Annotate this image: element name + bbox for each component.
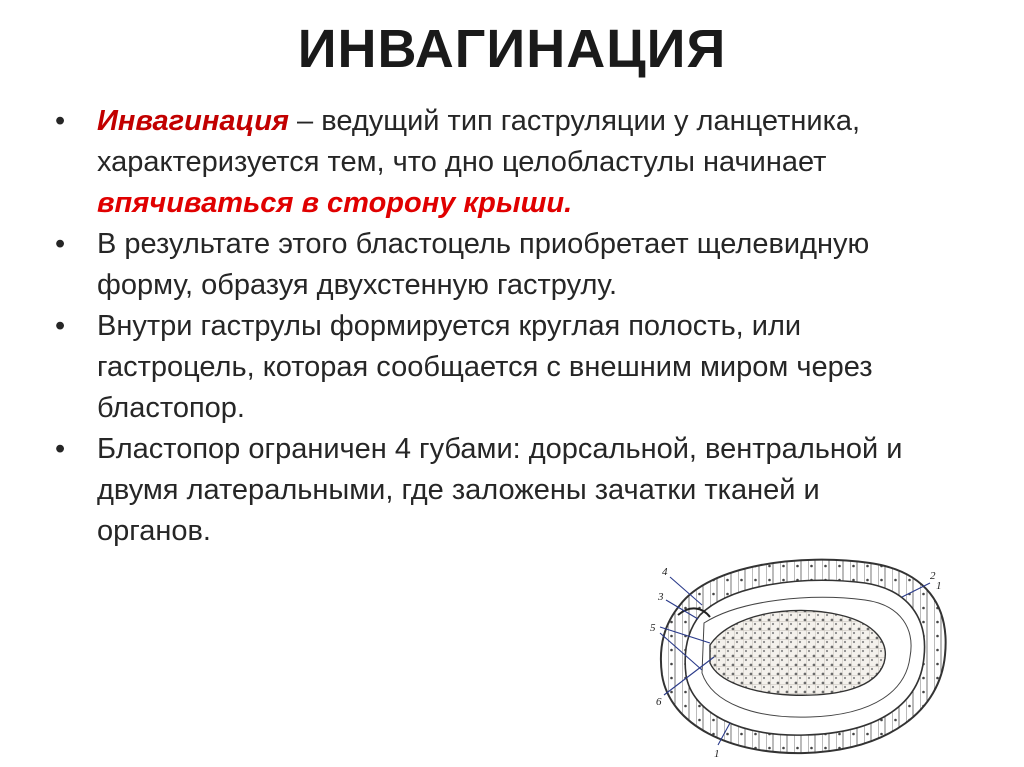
label-1: 1 <box>936 580 942 592</box>
bullet-marker: • <box>55 105 66 137</box>
bullet-list <box>55 101 935 552</box>
bullet-text: Бластопор ограничен 4 губами: дорсальной, вентральной и двумя латеральными, где заложены зачатки тканей и органов. <box>97 433 903 547</box>
bullet-marker: • <box>55 433 66 465</box>
label-5: 5 <box>650 622 656 634</box>
gastrula-drawing <box>640 545 960 763</box>
label-2: 2 <box>930 570 936 582</box>
bullet-marker: • <box>55 228 66 260</box>
slide-title: ИНВАГИНАЦИЯ <box>297 19 727 79</box>
bullet-text: В результате этого бластоцель приобретает щелевидную форму, образуя двухстенную гаструлу. <box>97 228 870 301</box>
term-invagination: Инвагинация <box>97 105 289 137</box>
gastrocoel-cell-mass <box>710 610 885 695</box>
bullet-text: Внутри гаструлы формируется круглая полость, или гастроцель, которая сообщается с внешним миром через бластопор. <box>97 310 873 424</box>
gastrula-illustration <box>640 545 960 763</box>
bullet-item-gastrocoel <box>55 306 935 429</box>
bullet-marker: • <box>55 310 66 342</box>
bullet-item-blastocoel <box>55 224 935 306</box>
label-4: 4 <box>662 566 668 578</box>
highlight-text: впячиваться в сторону крыши. <box>97 187 573 219</box>
bullet-item-invagination-definition <box>55 101 935 224</box>
label-6: 6 <box>656 696 662 708</box>
bullet-text: – ведущий тип гаструляции у ланцетника, характеризуется тем, что дно целобластулы начинает <box>97 105 861 178</box>
label-3: 3 <box>658 591 664 603</box>
bullet-item-blastopore <box>55 429 935 552</box>
label-1-bottom: 1 <box>714 748 720 760</box>
